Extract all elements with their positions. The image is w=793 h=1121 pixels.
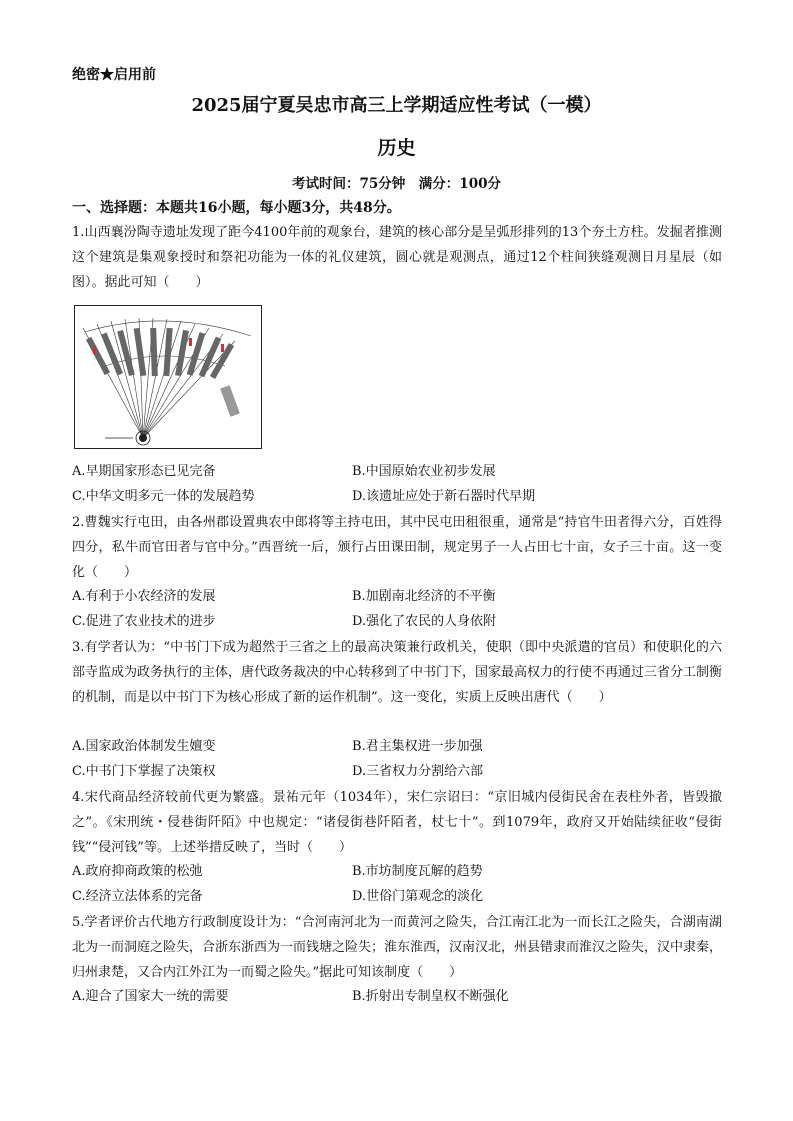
- q1-option-c: C.中华文明多元一体的发展趋势: [72, 489, 255, 504]
- q3-option-d: D.三省权力分割给六部: [352, 764, 484, 779]
- confidential-label: 绝密★启用前: [72, 67, 156, 83]
- section-heading: 一、选择题：本题共16小题，每小题3分，共48分。: [72, 200, 401, 216]
- question-2-stem: 2.曹魏实行屯田，由各州郡设置典农中郎将等主持屯田，其中民屯田租很重，通常是“持官牛田者得六分，百姓得四分，私牛而官田者与官中分。”西晋统一后，颁行占田课田制，规定男子一人占田七十亩，女子三十亩。这一变化（ ）: [72, 515, 722, 580]
- q4-option-c: C.经济立法体系的完备: [72, 889, 203, 904]
- q1-option-d: D.该遗址应处于新石器时代早期: [352, 489, 536, 504]
- q4-option-b: B.市坊制度瓦解的趋势: [352, 864, 483, 879]
- subject-title: 历史: [377, 137, 416, 159]
- observatory-diagram: [75, 306, 261, 448]
- q2-option-a: A.有利于小农经济的发展: [72, 589, 216, 604]
- question-5-stem: 5.学者评价古代地方行政制度设计为：“合河南河北为一而黄河之险失，合江南江北为一而长江之险失，合湖南湖北为一而洞庭之险失，合浙东浙西为一而钱塘之险失；淮东淮西，汉南汉北，州县错隶而淮汉之险失，汉中隶秦，归州隶楚，又合内江外江为一而蜀之险失。”据此可知该制度（ ）: [72, 915, 723, 980]
- q3-option-c: C.中书门下掌握了决策权: [72, 764, 216, 779]
- question-3-stem: 3.有学者认为：“中书门下成为超然于三省之上的最高决策兼行政机关，使职（即中央派遣的官员）和使职化的六部寺监成为政务执行的主体，唐代政务裁决的中心转移到了中书门下，国家最高权力的行使不再通过三省分工制衡的机制，而是以中书门下为核心形成了新的运作机制”。这一变化，实质上反映出唐代（ ）: [72, 640, 723, 705]
- q2-option-c: C.促进了农业技术的进步: [72, 614, 216, 629]
- exam-title: 2025届宁夏吴忠市高三上学期适应性考试（一模）: [191, 95, 602, 116]
- q5-option-b: B.折射出专制皇权不断强化: [352, 989, 509, 1004]
- q3-option-a: A.国家政治体制发生嬗变: [72, 739, 216, 754]
- q2-option-d: D.强化了农民的人身依附: [352, 614, 497, 629]
- q4-option-d: D.世俗门第观念的淡化: [352, 889, 484, 904]
- observatory-figure: [74, 305, 262, 449]
- q4-option-a: A.政府抑商政策的松弛: [72, 864, 203, 879]
- q1-option-a: A.早期国家形态已见完备: [72, 464, 216, 479]
- q1-option-b: B.中国原始农业初步发展: [352, 464, 496, 479]
- q3-option-b: B.君主集权进一步加强: [352, 739, 483, 754]
- q2-option-b: B.加剧南北经济的不平衡: [352, 589, 496, 604]
- question-1-stem: 1.山西襄汾陶寺遗址发现了距今4100年前的观象台，建筑的核心部分是呈弧形排列的13个夯土方柱。发掘者推测这个建筑是集观象授时和祭祀功能为一体的礼仪建筑，圆心就是观测点，通过12个柱间狭缝观测日月星辰（如图）。据此可知（ ）: [72, 225, 722, 290]
- q5-option-a: A.迎合了国家大一统的需要: [72, 989, 229, 1004]
- question-4-stem: 4.宋代商品经济较前代更为繁盛。景祐元年（1034年），宋仁宗诏曰：“京旧城内侵街民舍在表柱外者，皆毁撤之”。《宋刑统・侵巷街阡陌》中也规定：“诸侵街巷阡陌者，杖七十”。到1079年，政府又开始陆续征收“侵街钱”“侵河钱”等。上述举措反映了，当时（ ）: [72, 790, 722, 855]
- exam-info: 考试时间：75分钟 满分：100分: [292, 176, 501, 192]
